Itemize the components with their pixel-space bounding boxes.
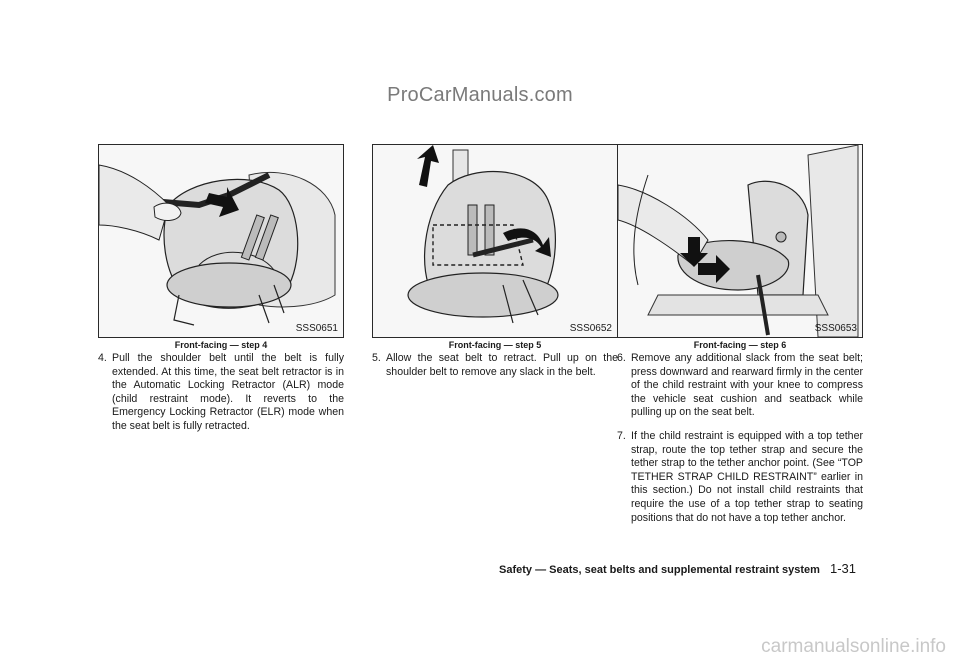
step-7 (617, 430, 863, 525)
figure-step-4 (98, 144, 344, 338)
step-text: If the child restraint is equipped with a top tether strap, route the top tether strap and secure the tether strap to the tether anchor point. (See “TOP TETHER STRAP CHILD RESTRAINT” earlier in this section.) Do not install child restraints that require the use of a top tether strap to seating positions that do not have a top tether anchor. (631, 429, 863, 524)
step-number: 5. (372, 352, 381, 364)
footer-section-title: Safety — Seats, seat belts and supplemental restraint system (499, 564, 820, 576)
figure-caption: Front-facing — step 5 (448, 340, 542, 350)
step-number: 6. (617, 352, 626, 364)
step-number: 4. (98, 352, 107, 364)
column-step-5 (372, 144, 618, 379)
page-footer (499, 561, 856, 576)
page-number: 1-31 (829, 561, 856, 576)
step-text: Allow the seat belt to retract. Pull up on the shoulder belt to remove any slack in the belt. (386, 352, 618, 378)
figure-step-5 (372, 144, 618, 338)
figure-caption: Front-facing — step 6 (693, 340, 787, 350)
watermark-carmanualsonline: carmanualsonline.info (761, 636, 946, 657)
child-seat-illustration-step-5 (373, 145, 617, 337)
step-4 (98, 352, 344, 434)
figure-step-6 (617, 144, 863, 338)
step-text: Remove any additional slack from the seat belt; press downward and rearward firmly in the center of the child restraint with your knee to compress the vehicle seat cushion and seatback while pulling up on the seat belt. (631, 352, 863, 419)
figure-code: SSS0652 (569, 323, 612, 334)
column-step-4 (98, 144, 344, 434)
step-text: Pull the shoulder belt until the belt is fully extended. At this time, the seat belt retractor is in the Automatic Locking Retractor (ALR) mode (child restraint mode). It reverts to the Emergency Locking Retractor (ELR) mode when the seat belt is fully retracted. (112, 352, 344, 432)
step-6 (617, 352, 863, 420)
figure-caption: Front-facing — step 4 (174, 340, 268, 350)
watermark-procarmanuals: ProCarManuals.com (387, 84, 573, 106)
step-5 (372, 352, 618, 379)
step-number: 7. (617, 429, 626, 442)
figure-code: SSS0653 (814, 323, 857, 334)
child-seat-illustration-step-6 (618, 145, 862, 337)
column-step-6-7 (617, 144, 863, 525)
child-seat-illustration-step-4 (99, 145, 343, 337)
figure-code: SSS0651 (295, 323, 338, 334)
